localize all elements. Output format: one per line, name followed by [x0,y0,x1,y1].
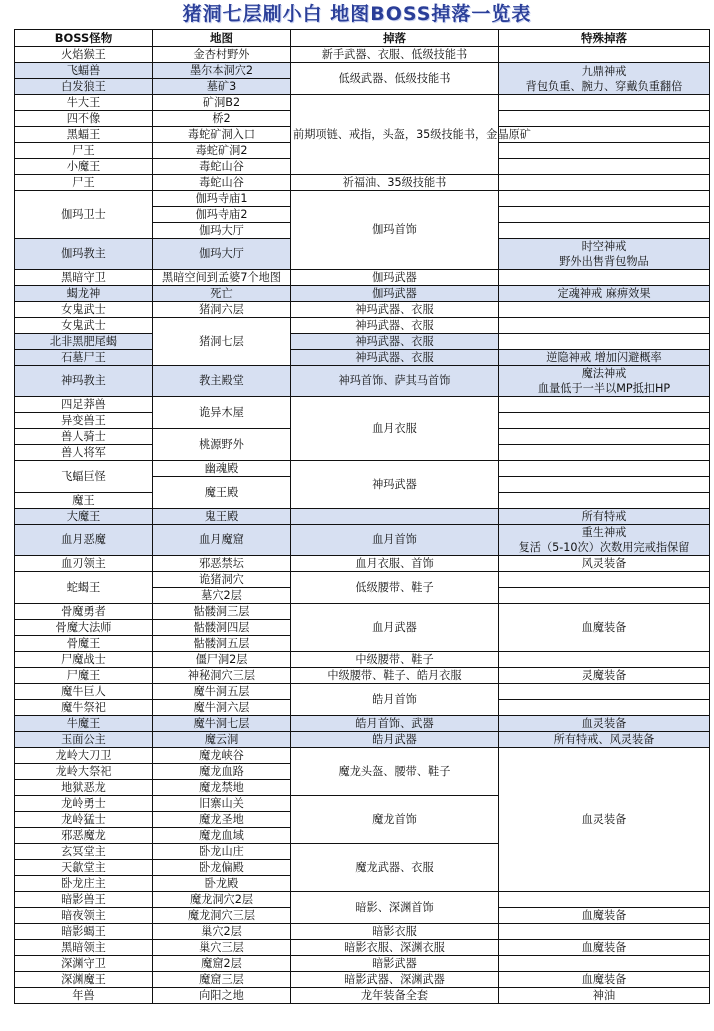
table-cell: 飞蝠巨怪 [15,461,153,493]
table-cell: 毒蛇矿洞入口 [153,127,291,143]
table-cell: 毒蛇矿洞2 [153,143,291,159]
table-cell [499,588,710,604]
table-cell: 灵魔装备 [499,668,710,684]
table-cell: 四足莽兽 [15,397,153,413]
table-cell: 所有特戒 [499,509,710,525]
table-cell: 卧龙庄主 [15,876,153,892]
table-row [15,556,710,572]
table-cell: 飞蝠兽 [15,63,153,79]
table-cell: 教主殿堂 [153,366,291,397]
table-cell: 神玛武器 [291,461,499,509]
table-row [15,461,710,477]
table-cell: 前期项链、戒指，头盔，35级技能书，金晶原矿 [291,95,499,175]
table-cell: 骷髅洞三层 [153,604,291,620]
table-cell: 尸魔王 [15,668,153,684]
table-cell: 毒蛇山谷 [153,175,291,191]
table-cell: 暗夜领主 [15,908,153,924]
table-cell: 中级腰带、鞋子、皓月衣服 [291,668,499,684]
table-row [15,604,710,620]
table-cell: 低级武器、低级技能书 [291,63,499,95]
table-cell: 骨魔大法师 [15,620,153,636]
table-row [15,318,710,334]
table-cell: 诡猪洞穴 [153,572,291,588]
table-cell: 猪洞七层 [153,318,291,366]
table-cell: 深渊守卫 [15,956,153,972]
table-cell: 鬼王殿 [153,509,291,525]
table-cell [499,159,710,175]
table-cell: 暗影、深渊首饰 [291,892,499,924]
table-cell: 魔龙洞穴三层 [153,908,291,924]
table-cell: 矿洞B2 [153,95,291,111]
table-cell [499,397,710,413]
table-cell: 伽玛首饰 [291,191,499,270]
table-cell: 魔龙峡谷 [153,748,291,764]
header-boss: BOSS怪物 [15,30,153,47]
table-cell: 骷髅洞五层 [153,636,291,652]
table-cell: 血月首饰 [291,525,499,556]
table-cell: 魔龙血路 [153,764,291,780]
table-cell: 石墓尸王 [15,350,153,366]
table-cell: 魔龙头盔、腰带、鞋子 [291,748,499,796]
table-cell [499,413,710,429]
table-cell: 血魔装备 [499,972,710,988]
table-cell: 年兽 [15,988,153,1004]
table-cell: 定魂神戒 麻痹效果 [499,286,710,302]
table-cell: 女鬼武士 [15,318,153,334]
table-cell: 神玛武器、衣服 [291,318,499,334]
table-cell: 伽玛寺庙1 [153,191,291,207]
table-cell [499,461,710,477]
table-cell: 魔窟三层 [153,972,291,988]
table-cell: 伽玛大厅 [153,223,291,239]
table-cell: 魔王 [15,493,153,509]
table-cell: 黑蝠王 [15,127,153,143]
table-cell: 墓矿3 [153,79,291,95]
table-row [15,63,710,79]
table-cell: 伽玛大厅 [153,239,291,270]
table-cell: 风灵装备 [499,556,710,572]
table-cell: 皓月首饰、武器 [291,716,499,732]
table-cell [499,207,710,223]
table-cell: 血月魔窟 [153,525,291,556]
table-cell: 神玛首饰、萨其马首饰 [291,366,499,397]
table-cell: 低级腰带、鞋子 [291,572,499,604]
table-cell [499,445,710,461]
table-row [15,732,710,748]
table-cell: 四不像 [15,111,153,127]
table-cell: 魔牛洞六层 [153,700,291,716]
header-map: 地图 [153,30,291,47]
table-cell: 小魔王 [15,159,153,175]
table-cell: 墓穴2层 [153,588,291,604]
table-cell: 金杏村野外 [153,47,291,63]
table-cell: 旧寨山关 [153,796,291,812]
table-cell: 魔窟2层 [153,956,291,972]
table-cell: 毒蛇山谷 [153,159,291,175]
table-row [15,334,710,350]
table-cell: 玄冥堂主 [15,844,153,860]
table-cell: 魔牛巨人 [15,684,153,700]
table-cell [499,477,710,493]
table-cell: 血灵装备 [499,748,710,892]
table-cell: 诡异木屋 [153,397,291,429]
table-cell: 魔王殿 [153,477,291,509]
table-cell [499,318,710,334]
table-cell [499,652,710,668]
table-cell: 尸魔战士 [15,652,153,668]
table-row [15,988,710,1004]
table-cell: 桥2 [153,111,291,127]
table-cell: 皓月首饰 [291,684,499,716]
table-cell [499,95,710,111]
table-cell: 巢穴2层 [153,924,291,940]
table-cell [499,191,710,207]
table-cell: 骨魔勇者 [15,604,153,620]
table-cell: 桃源野外 [153,429,291,461]
table-cell: 血月武器 [291,604,499,652]
table-cell [291,509,499,525]
table-cell: 时空神戒 野外出售背包物品 [499,239,710,270]
table-cell: 魔牛洞七层 [153,716,291,732]
table-row [15,748,710,764]
table-cell: 骨魔王 [15,636,153,652]
table-cell: 龙年装备全套 [291,988,499,1004]
table-cell: 神油 [499,988,710,1004]
table-row [15,350,710,366]
table-cell: 黑暗空间到孟婆7个地图 [153,270,291,286]
table-cell: 魔牛洞五层 [153,684,291,700]
table-cell: 伽玛武器 [291,286,499,302]
table-cell: 龙岭大刀卫 [15,748,153,764]
table-cell: 大魔王 [15,509,153,525]
table-cell [499,111,710,127]
table-cell: 地狱恶龙 [15,780,153,796]
table-row [15,286,710,302]
table-cell: 邪恶禁坛 [153,556,291,572]
table-cell: 北非黑肥尾蝎 [15,334,153,350]
table-cell: 女鬼武士 [15,302,153,318]
table-cell: 天歙堂主 [15,860,153,876]
table-cell: 深渊魔王 [15,972,153,988]
table-row [15,191,710,207]
table-cell: 黑暗守卫 [15,270,153,286]
table-cell: 暗影蝎王 [15,924,153,940]
table-cell: 魔牛祭祀 [15,700,153,716]
table-cell [499,684,710,700]
table-cell [499,302,710,318]
table-cell: 龙岭勇士 [15,796,153,812]
table-cell: 所有特戒、风灵装备 [499,732,710,748]
table-cell: 龙岭大祭祀 [15,764,153,780]
table-cell: 神玛武器、衣服 [291,350,499,366]
table-cell [499,270,710,286]
table-cell: 血刃领主 [15,556,153,572]
table-cell [499,143,710,159]
table-cell: 猪洞六层 [153,302,291,318]
table-row [15,95,710,111]
table-row [15,956,710,972]
table-cell: 暗影衣服、深渊衣服 [291,940,499,956]
table-row [15,397,710,413]
table-cell: 魔龙首饰 [291,796,499,844]
table-cell: 牛大王 [15,95,153,111]
table-cell: 兽人将军 [15,445,153,461]
table-row [15,175,710,191]
table-cell: 暗影武器 [291,956,499,972]
table-cell: 伽玛教主 [15,239,153,270]
table-header-row [15,30,710,47]
table-cell [499,175,710,191]
table-cell: 黑暗领主 [15,940,153,956]
table-cell: 巢穴三层 [153,940,291,956]
table-row [15,47,710,63]
table-row [15,892,710,908]
table-row [15,302,710,318]
table-cell: 卧龙山庄 [153,844,291,860]
table-cell: 神秘洞穴三层 [153,668,291,684]
table-cell: 九鼎神戒 背包负重、腕力、穿戴负重翻倍 [499,63,710,95]
table-cell: 血魔装备 [499,940,710,956]
table-cell [499,956,710,972]
table-cell: 卧龙殿 [153,876,291,892]
table-cell: 重生神戒 复活（5-10次）次数用完戒指保留 [499,525,710,556]
table-cell: 血灵装备 [499,716,710,732]
table-cell: 魔法神戒 血量低于一半以MP抵扣HP [499,366,710,397]
table-cell: 伽玛寺庙2 [153,207,291,223]
table-cell: 尸王 [15,143,153,159]
header-special-drop: 特殊掉落 [499,30,710,47]
table-cell: 幽魂殿 [153,461,291,477]
table-cell: 向阳之地 [153,988,291,1004]
table-cell: 魔龙血域 [153,828,291,844]
table-row [15,972,710,988]
table-cell: 逆隐神戒 增加闪避概率 [499,350,710,366]
table-row [15,270,710,286]
table-cell: 伽玛武器 [291,270,499,286]
table-cell [499,700,710,716]
table-cell: 神玛武器、衣服 [291,302,499,318]
table-row [15,509,710,525]
table-cell: 血月恶魔 [15,525,153,556]
table-cell: 魔龙武器、衣服 [291,844,499,892]
table-cell [499,47,710,63]
table-row [15,572,710,588]
table-row [15,668,710,684]
table-cell: 白发狼王 [15,79,153,95]
table-cell: 暗影兽王 [15,892,153,908]
table-row [15,924,710,940]
table-cell [499,924,710,940]
table-cell: 血魔装备 [499,908,710,924]
table-cell: 祈福油、35级技能书 [291,175,499,191]
table-cell: 魔龙圣地 [153,812,291,828]
table-cell: 骷髅洞四层 [153,620,291,636]
table-cell: 异变兽王 [15,413,153,429]
page-title: 猪洞七层刷小白 地图BOSS掉落一览表 [182,3,532,25]
table-cell: 僵尸洞2层 [153,652,291,668]
table-cell: 魔云洞 [153,732,291,748]
table-cell: 玉面公主 [15,732,153,748]
table-cell: 尸王 [15,175,153,191]
table-cell [499,223,710,239]
table-cell: 蝎龙神 [15,286,153,302]
table-cell [499,493,710,509]
table-cell: 死亡 [153,286,291,302]
table-cell: 新手武器、衣服、低级技能书 [291,47,499,63]
table-cell: 中级腰带、鞋子 [291,652,499,668]
table-cell [499,892,710,908]
table-cell: 血月衣服 [291,397,499,461]
table-cell: 血魔装备 [499,604,710,652]
table-row [15,684,710,700]
table-cell: 皓月武器 [291,732,499,748]
table-cell [499,572,710,588]
table-cell: 暗影武器、深渊武器 [291,972,499,988]
header-drop: 掉落 [291,30,499,47]
boss-drop-table [14,29,710,1004]
table-cell: 牛魔王 [15,716,153,732]
table-cell: 墨尔本洞穴2 [153,63,291,79]
table-row [15,652,710,668]
table-cell: 神玛教主 [15,366,153,397]
table-cell: 伽玛卫士 [15,191,153,239]
table-row [15,716,710,732]
table-cell: 兽人骑士 [15,429,153,445]
table-row [15,940,710,956]
table-cell: 魔龙洞穴2层 [153,892,291,908]
table-cell: 蛇蝎王 [15,572,153,604]
table-cell: 卧龙偏殿 [153,860,291,876]
table-cell: 血月衣服、首饰 [291,556,499,572]
table-cell: 龙岭猛士 [15,812,153,828]
table-cell: 邪恶魔龙 [15,828,153,844]
table-cell: 魔龙禁地 [153,780,291,796]
table-cell: 火焰猴王 [15,47,153,63]
table-cell [499,334,710,350]
table-cell [499,429,710,445]
table-cell: 神玛武器、衣服 [291,334,499,350]
table-cell: 暗影衣服 [291,924,499,940]
